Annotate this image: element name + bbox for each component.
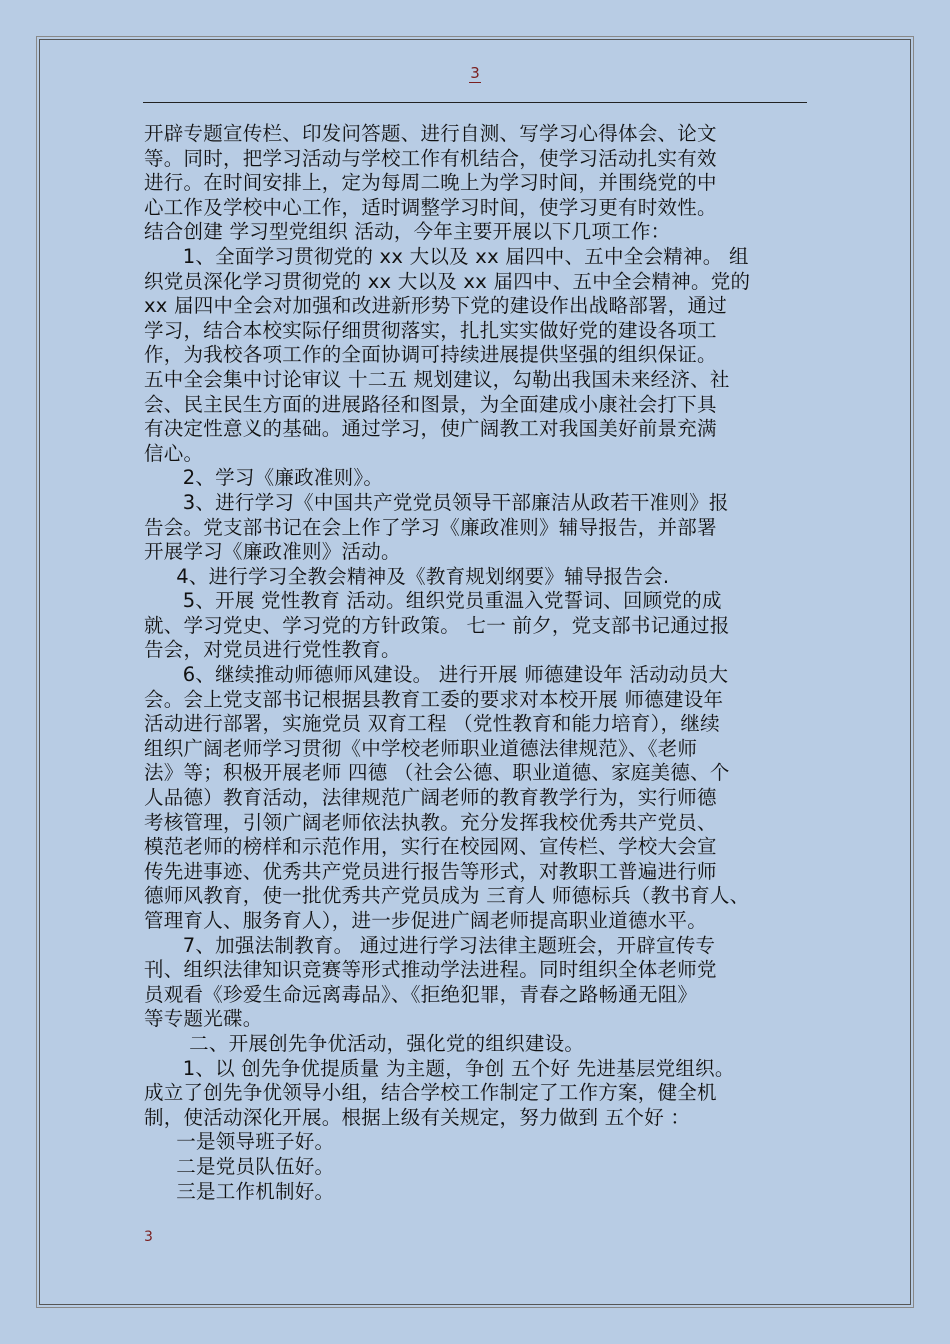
body-line: 进行。在时间安排上，定为每周二晚上为学习时间，并围绕党的中 — [144, 171, 717, 195]
body-line: 告会。党支部书记在会上作了学习《廉政准则》辅导报告，并部署 — [144, 515, 717, 539]
document-body — [144, 122, 816, 1204]
body-line: 传先进事迹、优秀共产党员进行报告等形式，对教职工普遍进行师 — [144, 859, 717, 883]
body-line: 法》等；积极开展老师 四德 （社会公德、职业道德、家庭美德、个 — [144, 761, 730, 785]
body-line: 信心。 — [144, 441, 204, 465]
body-line: 成立了创先争优领导小组，结合学校工作制定了工作方案，健全机 — [144, 1081, 717, 1105]
body-line: 等专题光碟。 — [144, 1007, 263, 1031]
body-line: 考核管理，引领广阔老师依法执教。充分发挥我校优秀共产党员、 — [144, 810, 717, 834]
body-line: 结合创建 学习型党组织 活动，今年主要开展以下几项工作： — [144, 220, 671, 244]
body-line: 模范老师的榜样和示范作用，实行在校园网、宣传栏、学校大会宣 — [144, 835, 717, 859]
body-line: 告会，对党员进行党性教育。 — [144, 638, 401, 662]
body-line: 6、继续推动师德师风建设。 进行开展 师德建设年 活动动员大 — [144, 663, 729, 687]
body-line: 1、全面学习贯彻党的 xx 大以及 xx 届四中、五中全会精神。 组 — [144, 244, 749, 268]
body-line: 2、学习《廉政准则》。 — [144, 466, 384, 490]
body-line: 二是党员队伍好。 — [144, 1154, 335, 1178]
body-line: 心工作及学校中心工作，适时调整学习时间，使学习更有时效性。 — [144, 195, 717, 219]
body-line: 制，使活动深化开展。根据上级有关规定，努力做到 五个好 ： — [144, 1105, 691, 1129]
body-line: 一是领导班子好。 — [144, 1130, 335, 1154]
body-line: 作，为我校各项工作的全面协调可持续进展提供坚强的组织保证。 — [144, 343, 717, 367]
body-line: 二、开展创先争优活动，强化党的组织建设。 — [144, 1031, 585, 1055]
header-page-number-text: 3 — [470, 64, 480, 82]
body-line: 4、进行学习全教会精神及《教育规划纲要》辅导报告会. — [144, 564, 670, 588]
body-line: 开展学习《廉政准则》活动。 — [144, 540, 401, 564]
body-line: 学习，结合本校实际仔细贯彻落实，扎扎实实做好党的建设各项工 — [144, 318, 717, 342]
body-line: 织党员深化学习贯彻党的 xx 大以及 xx 届四中、五中全会精神。党的 — [144, 269, 751, 293]
body-line: 管理育人、服务育人），进一步促进广阔老师提高职业道德水平。 — [144, 909, 708, 932]
body-line: 会。会上党支部书记根据县教育工委的要求对本校开展 师德建设年 — [144, 687, 724, 711]
body-line: 德师风教育，使一批优秀共产党员成为 三育人 师德标兵（教书育人、 — [144, 884, 750, 908]
body-line: 3、进行学习《中国共产党党员领导干部廉洁从政若干准则》报 — [144, 490, 729, 514]
header-rule — [143, 102, 807, 103]
body-line: 等。同时，把学习活动与学校工作有机结合，使学习活动扎实有效 — [144, 146, 717, 170]
body-line: 有决定性意义的基础。通过学习，使广阔教工对我国美好前景充满 — [144, 417, 717, 441]
footer-page-number: 3 — [144, 1229, 153, 1245]
body-line: 开辟专题宣传栏、印发问答题、进行自测、写学习心得体会、论文 — [144, 122, 717, 145]
body-line: 活动进行部署，实施党员 双育工程 （党性教育和能力培育），继续 — [144, 712, 720, 736]
body-line: 员观看《珍爱生命远离毒品》、《拒绝犯罪，青春之路畅通无阻》 — [144, 982, 698, 1006]
body-line: 刊、组织法律知识竞赛等形式推动学法进程。同时组织全体老师党 — [144, 958, 717, 982]
body-line: 五中全会集中讨论审议 十二五 规划建议，勾勒出我国未来经济、社 — [144, 367, 730, 391]
body-line: 会、民主民生方面的进展路径和图景，为全面建成小康社会打下具 — [144, 392, 717, 416]
header-page-number — [0, 64, 950, 82]
body-line: 三是工作机制好。 — [144, 1179, 335, 1203]
body-line: 5、开展 党性教育 活动。组织党员重温入党誓词、回顾党的成 — [144, 589, 722, 613]
body-line: 1、以 创先争优提质量 为主题，争创 五个好 先进基层党组织。 — [144, 1056, 735, 1080]
body-line: 就、学习党史、学习党的方针政策。 七一 前夕，党支部书记通过报 — [144, 613, 730, 637]
body-line: 人品德）教育活动，法律规范广阔老师的教育教学行为，实行师德 — [144, 786, 717, 810]
body-line: 组织广阔老师学习贯彻《中学校老师职业道德法律规范》、《老师 — [144, 736, 698, 760]
body-line: 7、加强法制教育。 通过进行学习法律主题班会，开辟宣传专 — [144, 933, 716, 957]
body-line: xx 届四中全会对加强和改进新形势下党的建设作出战略部署，通过 — [144, 294, 728, 318]
